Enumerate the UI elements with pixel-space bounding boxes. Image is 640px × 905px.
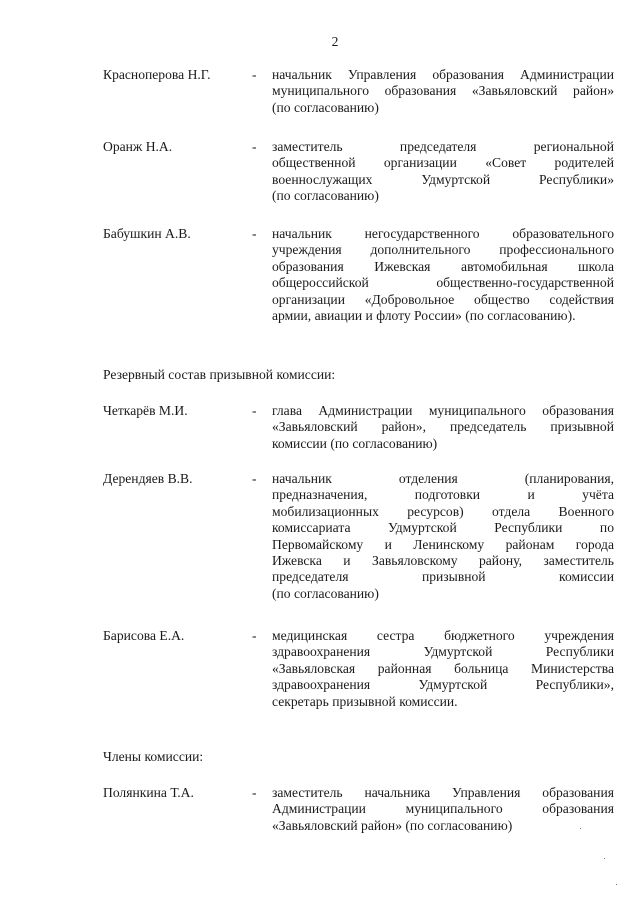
reserve-composition-heading: Резервный состав призывной комиссии:: [103, 367, 336, 382]
dash: -: [252, 785, 257, 800]
position-line: общественной организации «Совет родителей: [272, 155, 614, 171]
member-name: Дерендяев В.В.: [103, 471, 193, 486]
position-line: медицинская сестра бюджетного учреждения: [272, 628, 614, 643]
position-line: общероссийской общественно-государственной: [272, 275, 614, 291]
member-position: [272, 139, 614, 205]
position-line: заместитель председателя региональной: [272, 139, 614, 154]
position-line: «Завьяловская районная больница Министерства: [272, 660, 614, 676]
position-line: учреждения дополнительного профессионального: [272, 242, 614, 258]
member-name: Бабушкин А.В.: [103, 226, 191, 241]
dash: -: [252, 67, 257, 82]
position-line: начальник негосударственного образовательного: [272, 226, 614, 241]
position-line: Администрации муниципального образования: [272, 801, 614, 817]
position-line: Ижевска и Завьяловскому району, заместитель: [272, 552, 614, 568]
position-line: председателя призывной комиссии: [272, 569, 614, 585]
position-line: (по согласованию): [272, 99, 379, 115]
position-line: армии, авиации и флоту России» (по согласованию).: [272, 307, 576, 323]
position-line: организации «Добровольное общество содействия: [272, 291, 614, 307]
member-name: Барисова Е.А.: [103, 628, 185, 643]
member-name: Оранж Н.А.: [103, 139, 173, 154]
member-position: [272, 403, 614, 452]
commission-members-heading: Члены комиссии:: [103, 749, 204, 764]
member-position: [272, 226, 614, 324]
position-line: Первомайскому и Ленинскому районам города: [272, 536, 614, 552]
dash: -: [252, 139, 257, 154]
member-name: Красноперова Н.Г.: [103, 67, 211, 82]
position-line: «Завьяловский район», председатель призывной: [272, 419, 614, 435]
member-name: Полянкина Т.А.: [103, 785, 194, 800]
position-line: заместитель начальника Управления образования: [272, 785, 614, 800]
page-number: 2: [331, 34, 339, 49]
scan-speck: [616, 884, 617, 885]
position-line: военнослужащих Удмуртской Республики»: [272, 171, 614, 187]
member-position: [272, 785, 614, 834]
member-position: [272, 67, 614, 116]
position-line: «Завьяловский район» (по согласованию): [272, 817, 513, 833]
member-position: [272, 628, 614, 710]
position-line: начальник Управления образования Администрации: [272, 67, 614, 82]
position-line: мобилизационных ресурсов) отдела Военного: [272, 503, 614, 519]
scan-speck: [604, 858, 605, 859]
position-line: комиссариата Удмуртской Республики по: [272, 520, 614, 536]
position-line: образования Ижевская автомобильная школа: [272, 258, 614, 274]
dash: -: [252, 628, 257, 643]
position-line: глава Администрации муниципального образования: [272, 403, 614, 418]
position-line: муниципального образования «Завьяловский район»: [272, 83, 614, 99]
dash: -: [252, 403, 257, 418]
dash: -: [252, 226, 257, 241]
position-line: комиссии (по согласованию): [272, 435, 438, 451]
position-line: (по согласованию): [272, 188, 379, 204]
position-line: начальник отделения (планирования,: [272, 471, 614, 486]
position-line: предназначения, подготовки и учёта: [272, 487, 614, 503]
scan-speck: [580, 828, 581, 829]
position-line: (по согласованию): [272, 585, 379, 601]
position-line: здравоохранения Удмуртской Республики: [272, 644, 614, 660]
member-name: Четкарёв М.И.: [103, 403, 188, 418]
position-line: здравоохранения Удмуртской Республики»,: [272, 677, 614, 693]
position-line: секретарь призывной комиссии.: [272, 693, 458, 709]
member-position: [272, 471, 614, 602]
dash: -: [252, 471, 257, 486]
